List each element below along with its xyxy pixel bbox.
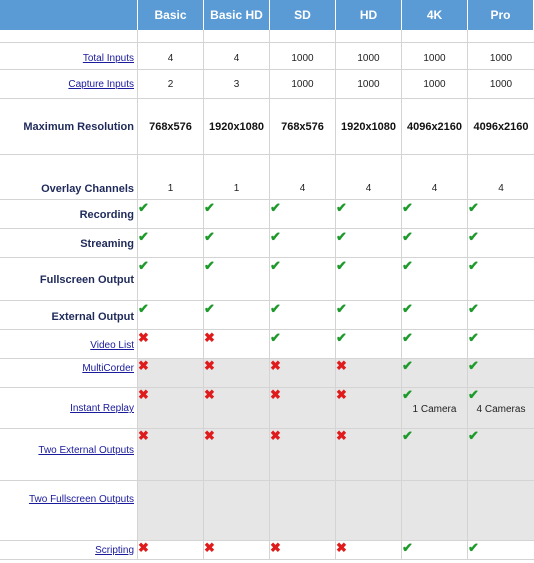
feature-label-fullscreen-output: Fullscreen Output [39, 274, 134, 286]
value-cell [270, 200, 336, 228]
feature-label-streaming: Streaming [80, 238, 134, 250]
table-row [0, 481, 534, 541]
value-text: 4 [431, 183, 438, 194]
feature-label-multicorder[interactable]: MultiCorder [82, 363, 134, 374]
value-cell [270, 330, 336, 358]
value-cell [402, 43, 468, 69]
value-cell [402, 330, 468, 358]
value-cell [138, 541, 204, 559]
spacer-cell [0, 30, 138, 42]
value-cell [468, 70, 534, 98]
value-cell [468, 155, 534, 199]
cross-icon: ✖ [336, 428, 347, 443]
value-cell [402, 481, 468, 540]
feature-label-video-list[interactable]: Video List [90, 340, 134, 351]
check-icon: ✔ [138, 301, 149, 316]
check-icon: ✔ [336, 229, 347, 244]
value-cell [138, 301, 204, 329]
value-cell [402, 301, 468, 329]
cross-icon: ✖ [336, 387, 347, 402]
feature-label-maximum-resolution: Maximum Resolution [23, 121, 134, 133]
value-cell [204, 359, 270, 387]
row-label-cell [0, 43, 138, 69]
value-text: 1000 [291, 53, 314, 64]
cross-icon: ✖ [336, 540, 347, 555]
value-cell [468, 429, 534, 480]
feature-label-scripting[interactable]: Scripting [95, 545, 134, 556]
value-cell [138, 429, 204, 480]
row-label-cell [0, 388, 138, 428]
value-text: 1000 [423, 53, 446, 64]
check-icon: ✔ [402, 358, 413, 373]
value-cell [138, 200, 204, 228]
value-text: 2 [167, 79, 174, 90]
value-cell [138, 99, 204, 154]
check-icon: ✔ [138, 229, 149, 244]
value-text: 4 [365, 183, 372, 194]
value-cell [204, 429, 270, 480]
check-icon: ✔ [468, 330, 479, 345]
value-text: 1 [167, 183, 174, 194]
value-cell [270, 481, 336, 540]
row-label-cell [0, 481, 138, 540]
check-icon: ✔ [468, 358, 479, 373]
cross-icon: ✖ [270, 387, 281, 402]
value-cell [402, 359, 468, 387]
value-text: 4 [167, 53, 174, 64]
cross-icon: ✖ [270, 428, 281, 443]
value-cell [336, 429, 402, 480]
value-cell [204, 70, 270, 98]
check-icon: ✔ [402, 387, 413, 402]
value-cell [270, 359, 336, 387]
table-row [0, 99, 534, 155]
value-cell [336, 330, 402, 358]
check-icon: ✔ [402, 540, 413, 555]
check-icon: ✔ [468, 200, 479, 215]
value-cell [402, 429, 468, 480]
row-label-cell [0, 155, 138, 199]
value-cell [336, 70, 402, 98]
value-text: 768x576 [149, 121, 192, 133]
value-cell [468, 200, 534, 228]
table-row [0, 541, 534, 560]
value-cell [270, 388, 336, 428]
value-cell [336, 43, 402, 69]
spacer-cell [138, 30, 204, 42]
value-cell [336, 388, 402, 428]
value-cell [270, 258, 336, 300]
value-text: 4096x2160 [406, 121, 463, 133]
check-icon: ✔ [468, 258, 479, 273]
cross-icon: ✖ [138, 358, 149, 373]
check-icon: ✔ [468, 387, 479, 402]
row-label-cell [0, 541, 138, 559]
value-cell [138, 155, 204, 199]
value-cell [270, 155, 336, 199]
value-text: 1000 [489, 53, 513, 64]
check-icon: ✔ [402, 200, 413, 215]
value-cell [204, 330, 270, 358]
column-header: Pro [468, 0, 534, 30]
column-header: SD [270, 0, 336, 30]
column-header: HD [336, 0, 402, 30]
check-icon: ✔ [402, 301, 413, 316]
column-header: Basic [138, 0, 204, 30]
table-row [0, 429, 534, 481]
spacer-cell [336, 30, 402, 42]
check-icon: ✔ [336, 301, 347, 316]
table-row [0, 155, 534, 200]
value-cell [204, 481, 270, 540]
value-text: 4 [498, 183, 504, 194]
feature-label-overlay-channels: Overlay Channels [41, 183, 134, 195]
check-icon: ✔ [270, 258, 281, 273]
value-cell [138, 43, 204, 69]
value-cell [138, 258, 204, 300]
spacer-row [0, 30, 534, 43]
table-row [0, 301, 534, 330]
value-cell [402, 155, 468, 199]
value-cell [402, 388, 468, 428]
spacer-cell [270, 30, 336, 42]
check-icon: ✔ [468, 229, 479, 244]
row-label-cell [0, 359, 138, 387]
value-cell [270, 43, 336, 69]
check-icon: ✔ [204, 301, 215, 316]
value-cell [204, 541, 270, 559]
value-cell [336, 481, 402, 540]
value-cell [270, 229, 336, 257]
value-cell [336, 155, 402, 199]
check-icon: ✔ [270, 200, 281, 215]
check-icon: ✔ [468, 428, 479, 443]
cross-icon: ✖ [138, 330, 149, 345]
feature-label-recording: Recording [79, 209, 134, 221]
check-icon: ✔ [270, 330, 281, 345]
value-cell [270, 70, 336, 98]
value-text: 1000 [357, 53, 380, 64]
value-text: 1000 [291, 79, 314, 90]
row-label-cell [0, 429, 138, 480]
check-icon: ✔ [270, 301, 281, 316]
value-text: 4096x2160 [473, 121, 529, 133]
check-icon: ✔ [468, 540, 479, 555]
value-text: 4 [233, 53, 240, 64]
table-row [0, 229, 534, 258]
table-row [0, 43, 534, 70]
note-text: 1 Camera [412, 404, 457, 415]
check-icon: ✔ [204, 200, 215, 215]
cross-icon: ✖ [270, 540, 281, 555]
row-label-cell [0, 200, 138, 228]
header-row [0, 0, 534, 30]
cross-icon: ✖ [204, 540, 215, 555]
check-icon: ✔ [336, 330, 347, 345]
row-label-cell [0, 70, 138, 98]
value-cell [402, 200, 468, 228]
value-cell [336, 301, 402, 329]
check-icon: ✔ [204, 258, 215, 273]
cross-icon: ✖ [204, 330, 215, 345]
value-cell [336, 229, 402, 257]
value-cell [336, 99, 402, 154]
check-icon: ✔ [336, 200, 347, 215]
value-cell [468, 229, 534, 257]
check-icon: ✔ [270, 229, 281, 244]
table-row [0, 70, 534, 99]
cross-icon: ✖ [336, 358, 347, 373]
spacer-cell [402, 30, 468, 42]
value-cell [402, 70, 468, 98]
value-cell [204, 43, 270, 69]
check-icon: ✔ [402, 229, 413, 244]
row-label-cell [0, 99, 138, 154]
spacer-cell [204, 30, 270, 42]
value-cell [204, 388, 270, 428]
cross-icon: ✖ [270, 358, 281, 373]
value-cell [138, 229, 204, 257]
value-cell [270, 301, 336, 329]
note-text: 4 Cameras [476, 404, 526, 415]
row-label-cell [0, 258, 138, 300]
cross-icon: ✖ [138, 387, 149, 402]
value-cell [138, 481, 204, 540]
table-row [0, 388, 534, 429]
check-icon: ✔ [336, 258, 347, 273]
value-cell [468, 43, 534, 69]
value-text: 1920x1080 [208, 121, 265, 133]
check-icon: ✔ [138, 200, 149, 215]
check-icon: ✔ [204, 229, 215, 244]
spacer-cell [468, 30, 534, 42]
value-cell [468, 481, 534, 540]
table-row [0, 200, 534, 229]
value-cell [138, 359, 204, 387]
value-cell [270, 541, 336, 559]
value-cell [336, 200, 402, 228]
value-text: 1920x1080 [340, 121, 397, 133]
value-cell [204, 301, 270, 329]
value-text: 3 [233, 79, 240, 90]
feature-label-instant-replay[interactable]: Instant Replay [70, 403, 134, 414]
value-cell [402, 99, 468, 154]
row-label-cell [0, 330, 138, 358]
value-cell [336, 359, 402, 387]
value-cell [468, 301, 534, 329]
table-row [0, 258, 534, 301]
check-icon: ✔ [138, 258, 149, 273]
value-cell [138, 330, 204, 358]
cross-icon: ✖ [204, 387, 215, 402]
value-cell [468, 359, 534, 387]
value-cell [270, 429, 336, 480]
value-cell [402, 258, 468, 300]
value-cell [402, 229, 468, 257]
feature-label-capture-inputs[interactable]: Capture Inputs [68, 79, 134, 90]
header-corner [0, 0, 138, 30]
value-text: 1000 [423, 79, 446, 90]
value-cell [204, 99, 270, 154]
check-icon: ✔ [402, 428, 413, 443]
table-row [0, 359, 534, 388]
row-label-cell [0, 229, 138, 257]
value-cell [336, 258, 402, 300]
value-cell [468, 258, 534, 300]
value-cell [204, 200, 270, 228]
value-cell [468, 541, 534, 559]
value-cell [336, 541, 402, 559]
value-cell [402, 541, 468, 559]
feature-label-external-output: External Output [51, 311, 134, 323]
cross-icon: ✖ [138, 428, 149, 443]
check-icon: ✔ [468, 301, 479, 316]
value-cell [204, 155, 270, 199]
column-header: 4K [402, 0, 468, 30]
feature-label-two-external-outputs[interactable]: Two External Outputs [38, 445, 134, 456]
row-label-cell [0, 301, 138, 329]
check-icon: ✔ [402, 330, 413, 345]
value-cell [270, 99, 336, 154]
value-cell [468, 330, 534, 358]
table-row [0, 330, 534, 359]
value-cell [204, 258, 270, 300]
cross-icon: ✖ [204, 428, 215, 443]
value-cell [138, 70, 204, 98]
value-cell [138, 388, 204, 428]
column-header: Basic HD [204, 0, 270, 30]
value-text: 4 [299, 183, 306, 194]
value-text: 1 [233, 183, 240, 194]
feature-label-two-fullscreen-outputs[interactable]: Two Fullscreen Outputs [28, 494, 134, 505]
cross-icon: ✖ [138, 540, 149, 555]
value-cell [468, 99, 534, 154]
value-text: 1000 [357, 79, 380, 90]
value-text: 1000 [489, 79, 513, 90]
check-icon: ✔ [402, 258, 413, 273]
cross-icon: ✖ [204, 358, 215, 373]
value-cell [204, 229, 270, 257]
feature-label-total-inputs[interactable]: Total Inputs [82, 53, 134, 64]
value-cell [468, 388, 534, 428]
value-text: 768x576 [281, 121, 324, 133]
